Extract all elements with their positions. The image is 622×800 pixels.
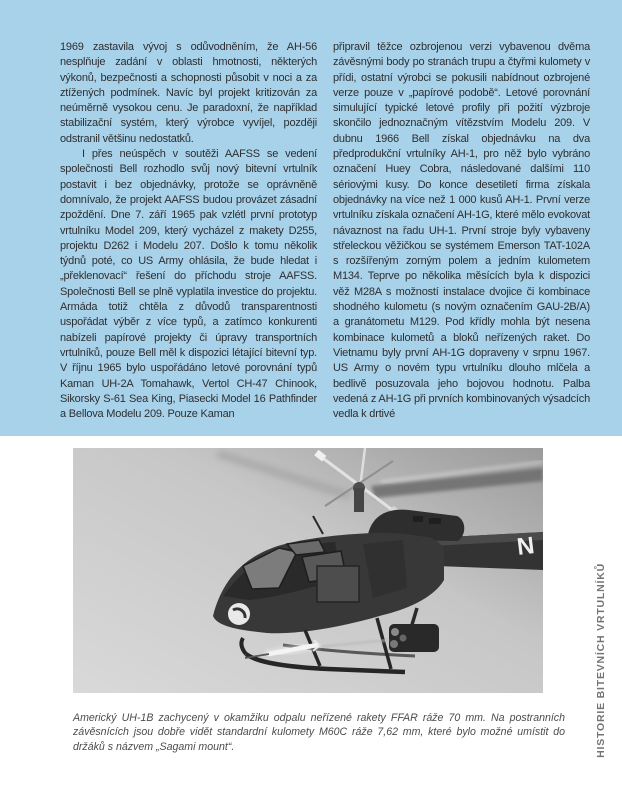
article-columns: [60, 40, 590, 422]
paragraph: připravil těžce ozbrojenou verzi vybavenou dvěma závěsnými body po stranách trupu a čtyřmi kulomety v přídi, ostatní výrobci se pokusili nabídnout ozbrojené verze pouze v „papírové podobě“. Letové porovnání simulující typické letové profily při požití výzbroje skončilo jednoznačným vítězstvím Modelu 209. V dubnu 1966 Bell získal objednávku na dva předprodukční vrtulníky AH-1, pro něž bylo vybráno označení Huey Cobra, následované dalšími 110 sériovými kusy. Do konce desetiletí firma získala objednávky na více než 1 000 kusů AH-1. První verze vrtulníku získala označení AH-1G, které mělo evokovat návaznost na řadu UH-1. První stroje byly vybaveny střeleckou věžičkou se systémem Emerson TAT-102A s rozšířeným zorným polem a jedním kulometem M134. Teprve po několika měsících byla k dispozici věž M28A s možností instalace dvojice či kombinace shodného kulometu (s novým označením GAU-2B/A) a granátometu M129. Pod křídly mohla být nesena kombinace kulometů a bloků neřízených raket. Do Vietnamu byly první AH-1G dopraveny v srpnu 1967. US Army o novém typu vrtulníku dlouho mlčela a bedlivě posuzovala jeho bojovou hodnotu. Palba vedená z AH-1G při prvních kombinovaných výsadcích vedla k drtivé: [333, 41, 590, 421]
paragraph: I přes neúspěch v soutěži AAFSS se vedení společnosti Bell rozhodlo svůj nový bitevní vrtulník postavit i bez objednávky, protože se oprávněně domnívalo, že projekt AAFSS budou provázet zásadní zpoždění. Dne 7. září 1965 pak vzlétl první prototyp vrtulníku Model 209, který vycházel z makety D255, projektu D262 i Modelu 207. Došlo k tomu několik týdnů poté, co US Army ohlásila, že bude hledat i „překlenovací“ řešení do příchodu stroje AAFSS. Společnosti Bell se plně vyplatila investice do projektu. Armáda totiž chtěla z důvodů transparentnosti uspořádat výběr z více typů, a zatímco konkurenti nabízeli papírové projekty či úpravy transportních vrtulníků, pouze Bell měl k dispozici létající bitevní typ. V říjnu 1965 bylo uspořádáno letové porovnání typů Kaman UH-2A Tomahawk, Vertol CH-47 Chinook, Sikorsky S-61 Sea King, Piasecki Model 16 Pathfinder a Bellova Modelu 209. Pouze Kaman: [60, 148, 317, 421]
chapter-vertical-title: HISTORIE BITEVNÍCH VRTULNÍKŮ: [595, 563, 607, 758]
photo-caption: Americký UH-1B zachycený v okamžiku odpalu neřízené rakety FFAR ráže 70 mm. Na postranních závěsnících jsou dobře vidět standardní kulomety M60C ráže 7,62 mm, které bylo možné umístit do držáků s názvem „Sagami mount“.: [73, 711, 565, 754]
column-right: [333, 40, 590, 422]
nose-emblem: [228, 603, 250, 625]
paragraph: 1969 zastavila vývoj s odůvodněním, že AH-56 nesplňuje zadání v oblasti hmotnosti, některých výkonů, bezpečnosti a schopnosti působit v noci a za ztížených podmínek. Navíc byl projekt kritizován za neúměrně vysokou cenu. Je paradoxní, že například stabilizační systém, který výrobce vyvíjel, později odstranil většinu nedostatků.: [60, 41, 317, 145]
column-left: [60, 40, 317, 422]
helicopter-photo-illustration: [73, 448, 543, 693]
tail-marking: N: [515, 532, 536, 561]
helicopter-photo: [73, 448, 543, 693]
